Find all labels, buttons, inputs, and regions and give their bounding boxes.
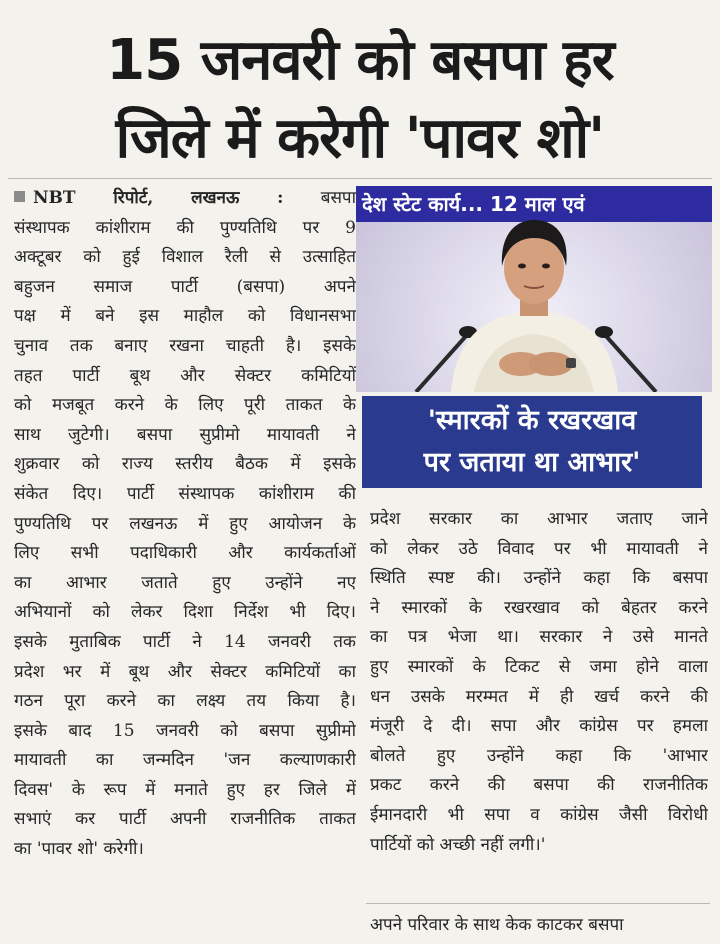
article-line: बहुजन समाज पार्टी (बसपा) अपने: [14, 276, 356, 297]
article-line: इसके मुताबिक पार्टी ने 14 जनवरी तक: [14, 631, 356, 652]
article-line: का पत्र भेजा था। सरकार ने उसे मानते: [370, 627, 708, 648]
article-line: चुनाव तक बनाए रखना चाहती है। इसके: [14, 335, 356, 356]
article-line: संकेत दिए। पार्टी संस्थापक कांशीराम की: [14, 483, 356, 504]
article-line: अक्टूबर को हुई विशाल रैली से उत्साहित: [14, 247, 356, 268]
article-line: पुण्यतिथि पर लखनऊ में हुए आयोजन के: [14, 513, 356, 534]
article-line: बोलते हुए उन्होंने कहा कि 'आभार: [370, 745, 708, 766]
article-line: शुक्रवार को राज्य स्तरीय बैठक में इसके: [14, 454, 356, 475]
article-line: हुए स्मारकों के टिकट से जमा होने वाला: [370, 656, 708, 677]
article-line: पक्ष में बने इस माहौल को विधानसभा: [14, 306, 356, 327]
article-line: मायावती का जन्मदिन 'जन कल्याणकारी: [14, 750, 356, 771]
person-figure-icon: [356, 186, 712, 392]
article-line: प्रकट करने की बसपा की राजनीतिक: [370, 775, 708, 796]
headline: [0, 22, 720, 178]
article-line: ने स्मारकों के रखरखाव को बेहतर करने: [370, 597, 708, 618]
article-line: धन उसके मरम्मत में ही खर्च करने की: [370, 686, 708, 707]
article-line: को लेकर उठे विवाद पर भी मायावती ने: [370, 538, 708, 559]
article-right-column: [370, 505, 708, 860]
article-line: संस्थापक कांशीराम की पुण्यतिथि पर 9: [14, 217, 356, 238]
article-line: स्थिति स्पष्ट की। उन्होंने कहा कि बसपा: [370, 568, 708, 589]
article-line: मंजूरी दे दी। सपा और कांग्रेस पर हमला: [370, 716, 708, 737]
caption-line-1: 'स्मारकों के रखरखाव: [427, 405, 637, 436]
article-line: गठन पूरा करने का लक्ष्य तय किया है।: [14, 691, 356, 712]
headline-line-2: जिले में करेगी 'पावर शो': [115, 106, 605, 171]
article-line: अभियानों को लेकर दिशा निर्देश भी दिए।: [14, 602, 356, 623]
bullet-icon: [14, 191, 25, 202]
article-line: का 'पावर शो' करेगी।: [14, 839, 144, 860]
article-line: पार्टियों को अच्छी नहीं लगी।': [370, 834, 546, 855]
article-line: तहत पार्टी बूथ और सेक्टर कमिटियों: [14, 365, 356, 386]
news-photo: [356, 186, 712, 392]
next-story-line: अपने परिवार के साथ केक काटकर बसपा: [370, 915, 624, 935]
divider: [366, 903, 710, 904]
article-line: सभाएं कर पार्टी अपनी राजनीतिक ताकत: [14, 809, 356, 830]
dateline: NBT रिपोर्ट, लखनऊ :: [33, 188, 284, 208]
article-line: का आभार जताते हुए उन्होंने नए: [14, 572, 356, 593]
caption-line-2: पर जताया था आभार': [423, 447, 641, 478]
article-line: प्रदेश भर में बूथ और सेक्टर कमिटियों का: [14, 661, 356, 682]
photo-caption: [362, 396, 702, 488]
article-line: दिवस' के रूप में मनाते हुए हर जिले में: [14, 779, 356, 800]
article-line: NBT रिपोर्ट, लखनऊ : बसपा: [14, 184, 356, 214]
headline-line-1: 15 जनवरी को बसपा हर: [106, 28, 614, 93]
article-line: इसके बाद 15 जनवरी को बसपा सुप्रीमो: [14, 720, 356, 741]
article-left-column: [14, 184, 356, 865]
divider: [8, 178, 712, 179]
article-line: लिए सभी पदाधिकारी और कार्यकर्ताओं: [14, 543, 356, 564]
article-line: को मजबूत करने के लिए पूरी ताकत के: [14, 395, 356, 416]
article-line: साथ जुटेगी। बसपा सुप्रीमो मायावती ने: [14, 424, 356, 445]
article-line: ईमानदारी भी सपा व कांग्रेस जैसी विरोधी: [370, 804, 708, 825]
photo-banner: देश स्टेट कार्य... 12 माल एवं: [356, 186, 712, 222]
article-line: प्रदेश सरकार का आभार जताए जाने: [370, 509, 708, 529]
